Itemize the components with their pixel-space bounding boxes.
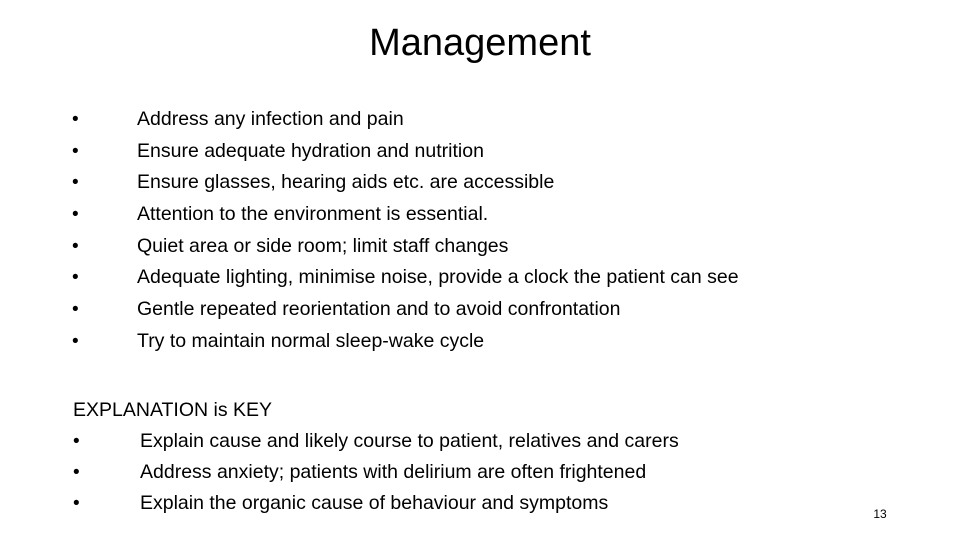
bullet-icon: • <box>72 204 79 226</box>
bullet-text: Explain the organic cause of behaviour and symptoms <box>140 492 609 514</box>
bullet-icon: • <box>72 140 79 162</box>
explanation-bullet-list <box>73 426 679 519</box>
bullet-text: Adequate lighting, minimise noise, provide a clock the patient can see <box>137 266 739 289</box>
bullet-icon: • <box>73 462 80 483</box>
bullet-icon: • <box>72 299 79 321</box>
explanation-section <box>73 395 679 519</box>
bullet-icon: • <box>72 109 79 130</box>
bullet-text: Quiet area or side room; limit staff changes <box>137 234 509 257</box>
page-number: 13 <box>873 507 887 521</box>
bullet-text: Attention to the environment is essential. <box>137 203 489 226</box>
list-item <box>73 488 609 519</box>
bullet-icon: • <box>72 172 79 194</box>
explanation-heading: EXPLANATION is KEY <box>73 399 273 421</box>
bullet-text: Address any infection and pain <box>137 108 404 130</box>
bullet-icon: • <box>73 431 80 452</box>
bullet-icon: • <box>73 493 80 514</box>
list-item <box>73 426 679 457</box>
bullet-text: Address anxiety; patients with delirium are often frightened <box>140 461 647 483</box>
bullet-text: Gentle repeated reorientation and to avoid confrontation <box>137 298 621 321</box>
list-item <box>73 457 647 488</box>
slide-title: Management <box>369 22 591 64</box>
bullet-icon: • <box>72 235 79 257</box>
bullet-icon: • <box>72 330 79 352</box>
bullet-text: Ensure adequate hydration and nutrition <box>137 139 484 162</box>
bullet-icon: • <box>72 267 79 289</box>
bullet-text: Try to maintain normal sleep-wake cycle <box>137 329 485 352</box>
bullet-text: Explain cause and likely course to patient, relatives and carers <box>140 430 679 452</box>
bullet-text: Ensure glasses, hearing aids etc. are accessible <box>137 171 555 194</box>
